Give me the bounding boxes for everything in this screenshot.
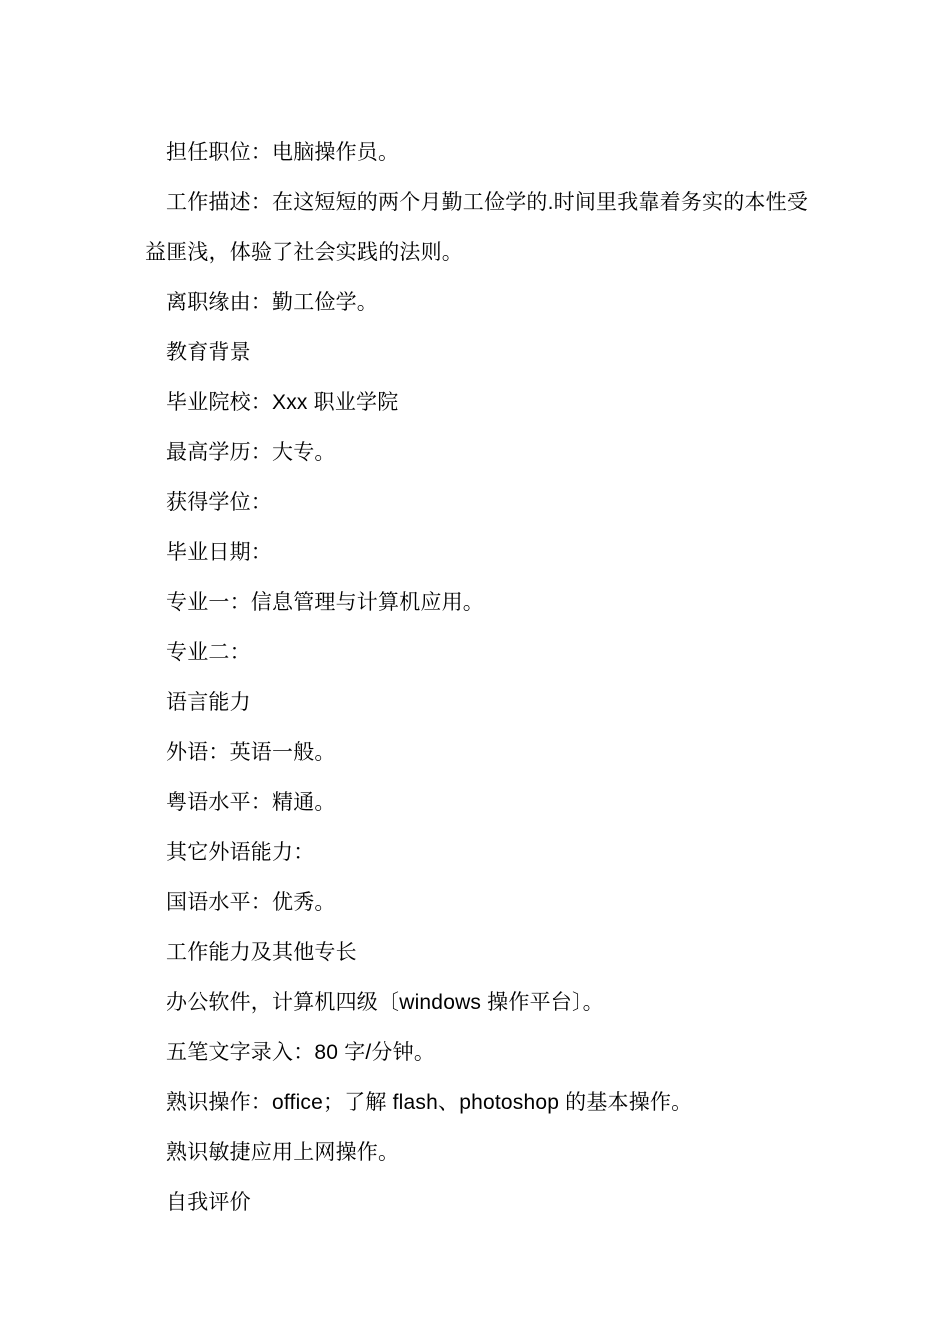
school-line: 毕业院校：Xxx 职业学院 xyxy=(166,391,399,414)
other-language-line: 其它外语能力： xyxy=(166,841,315,864)
mandarin-level-line: 国语水平：优秀。 xyxy=(166,891,336,914)
job-description-line: 工作描述：在这短短的两个月勤工俭学的.时间里我靠着务实的本性受益匪浅，体验了社会实践的法则。 xyxy=(145,191,809,264)
section-heading-education: 教育背景 xyxy=(166,341,251,364)
highest-degree-line: 最高学历：大专。 xyxy=(166,441,336,464)
typing-speed-line: 五笔文字录入：80 字/分钟。 xyxy=(166,1041,436,1064)
foreign-language-line: 外语：英语一般。 xyxy=(166,741,336,764)
leaving-reason-line: 离职缘由：勤工俭学。 xyxy=(166,291,378,314)
major-one-line: 专业一：信息管理与计算机应用。 xyxy=(166,591,484,614)
major-two-line: 专业二： xyxy=(166,641,251,664)
internet-skills-line: 熟识敏捷应用上网操作。 xyxy=(166,1141,400,1164)
cantonese-level-line: 粤语水平：精通。 xyxy=(166,791,336,814)
document-body xyxy=(145,128,810,1228)
section-heading-language: 语言能力 xyxy=(166,691,251,714)
section-heading-skills: 工作能力及其他专长 xyxy=(166,941,357,964)
degree-obtained-line: 获得学位： xyxy=(166,491,272,514)
section-heading-self-evaluation: 自我评价 xyxy=(166,1191,251,1214)
graduation-date-line: 毕业日期： xyxy=(166,541,272,564)
office-software-line: 办公软件，计算机四级〔windows 操作平台〕。 xyxy=(166,991,604,1014)
job-position-line: 担任职位：电脑操作员。 xyxy=(166,141,400,164)
software-skills-line: 熟识操作：office；了解 flash、photoshop 的基本操作。 xyxy=(166,1091,693,1114)
